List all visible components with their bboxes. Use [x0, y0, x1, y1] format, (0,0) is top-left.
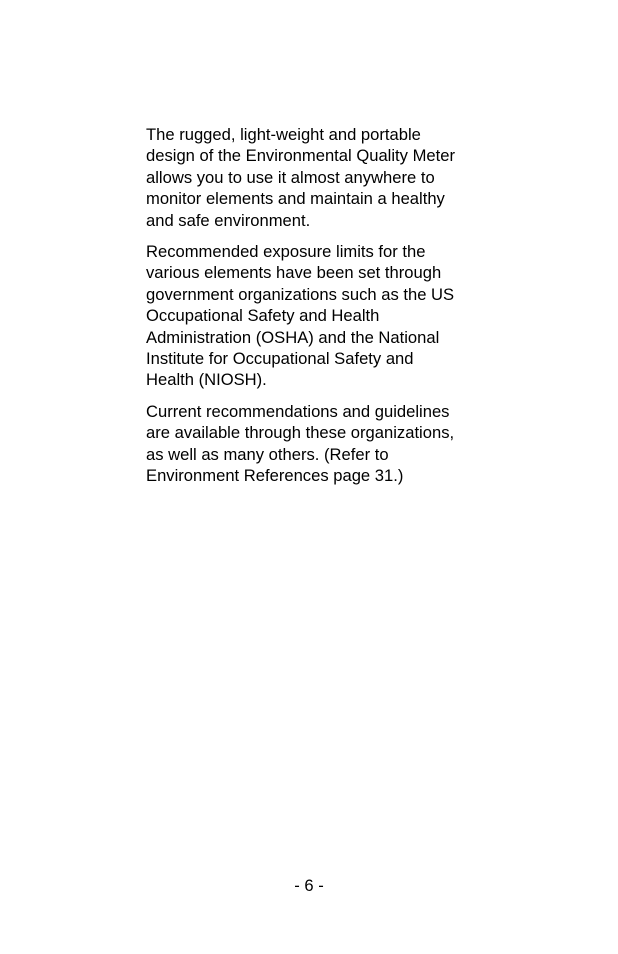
- text-line: Health (NIOSH).: [146, 370, 267, 390]
- paragraph-recommendations: [146, 401, 506, 487]
- text-line: Administration (OSHA) and the National: [146, 327, 440, 347]
- text-line: government organizations such as the US: [146, 284, 455, 304]
- text-line: Recommended exposure limits for the: [146, 242, 426, 262]
- text-line: Current recommendations and guidelines: [146, 401, 450, 421]
- text-line: various elements have been set through: [146, 263, 442, 283]
- body-text: [146, 124, 506, 497]
- text-line: as well as many others. (Refer to: [146, 444, 389, 464]
- text-line: Institute for Occupational Safety and: [146, 349, 414, 369]
- text-line: Environment References page 31.): [146, 466, 404, 486]
- text-line: are available through these organizations,: [146, 423, 455, 443]
- paragraph-design: [146, 124, 506, 231]
- paragraph-exposure-limits: [146, 241, 506, 391]
- text-line: allows you to use it almost anywhere to: [146, 167, 435, 187]
- text-line: design of the Environmental Quality Meter: [146, 146, 455, 166]
- text-line: monitor elements and maintain a healthy: [146, 189, 445, 209]
- text-line: and safe environment.: [146, 210, 311, 230]
- page-number: - 6 -: [294, 876, 324, 895]
- text-line: The rugged, light-weight and portable: [146, 125, 421, 144]
- text-line: Occupational Safety and Health: [146, 306, 380, 326]
